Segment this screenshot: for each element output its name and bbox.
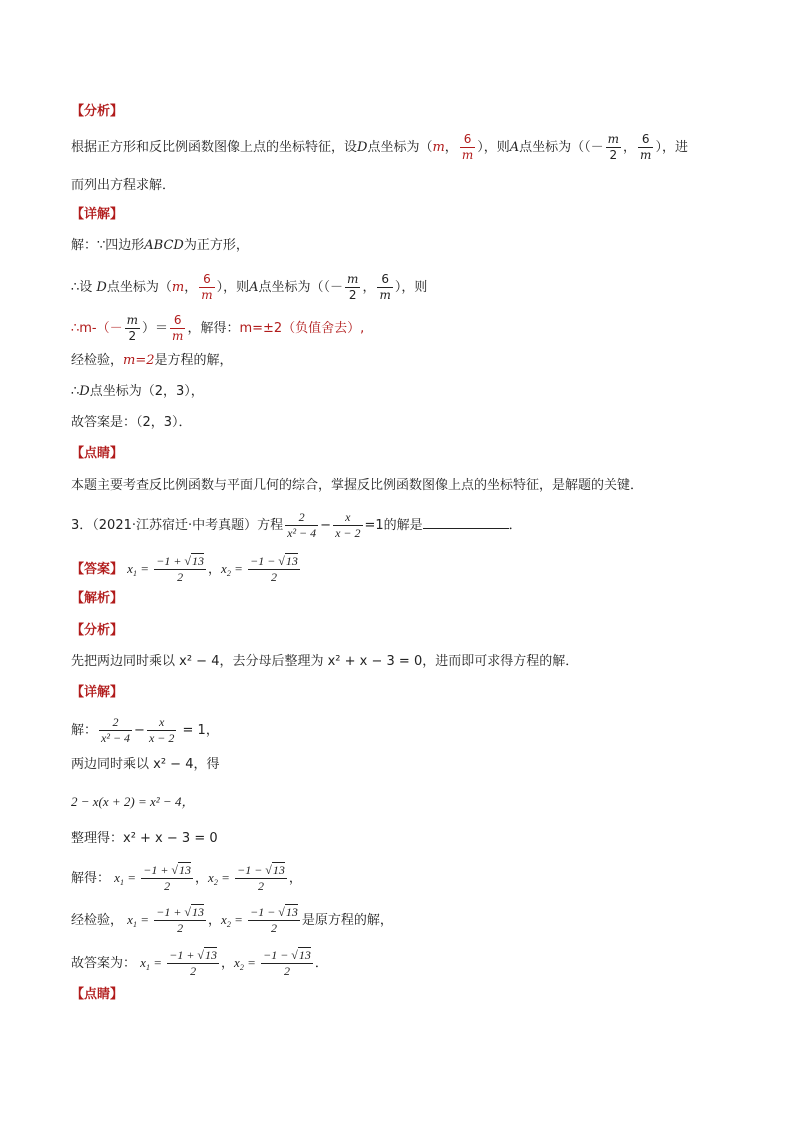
section-heading-note-2: 【点睛】 [71, 987, 124, 1002]
solution-2-step-6: 经检验， $x_1$ = $\frac{-1 + √13}{2}$ ，$x_2$ = $\frac{-1 - √13}{2}$ 是原方程的解， [71, 905, 393, 935]
solution-2-step-2: 两边同时乘以 x² − 4，得 [71, 757, 220, 772]
answer-line: 【答案】 $x_1$ = $\frac{-1 + √13}{2}$ ，$x_2$ = $\frac{-1 - √13}{2}$ [71, 554, 298, 584]
solution-step-2: ∴设 D点坐标为（m， $\frac{6}{m}$ ），则A点坐标为（（－ $\frac{m}{2}$ ， $\frac{6}{m}$ ），则 [71, 272, 428, 302]
solution-2-step-5: 解得： $x_1$ = $\frac{-1 + √13}{2}$ ，$x_2$ = $\frac{-1 - √13}{2}$ ， [71, 863, 302, 893]
analysis-line-1: 根据正方形和反比例函数图像上点的坐标特征，设D点坐标为（m， $\frac{6}{m}$ ），则A点坐标为（（－ $\frac{m}{2}$ ， $\frac{6}{m}$ ），进 [71, 132, 688, 162]
section-heading-analysis: 【分析】 [71, 104, 124, 119]
fraction-6-over-m: $\frac{6}{m}$ [461, 132, 474, 162]
solution-step-3: ∴m-（－ $\frac{m}{2}$ ）＝ $\frac{6}{m}$ ，解得：m=±2（负值舍去）, [71, 313, 365, 343]
section-heading-note: 【点睛】 [71, 446, 124, 461]
solution-2-final: 故答案为： $x_1$ = $\frac{-1 + √13}{2}$ ，$x_2$ = $\frac{-1 - √13}{2}$ ． [71, 948, 328, 978]
solution-2-step-4: 整理得：x² + x − 3 = 0 [71, 831, 218, 846]
note-summary: 本题主要考查反比例函数与平面几何的综合，掌握反比例函数图像上点的坐标特征，是解题的关键． [71, 478, 644, 493]
solution-step-1: 解：∵四边形ABCD为正方形， [71, 238, 249, 253]
section-heading-detail-2: 【详解】 [71, 685, 124, 700]
answer-blank [423, 516, 509, 529]
section-heading-detail: 【详解】 [71, 207, 124, 222]
analysis-2-text: 先把两边同时乘以 x² − 4，去分母后整理为 x² + x − 3 = 0，进而即可求得方程的解． [71, 654, 579, 669]
solution-answer: 故答案是：（2，3）． [71, 415, 192, 430]
point-d-label: D [357, 140, 368, 155]
solution-2-step-1: 解： $\frac{2}{\text{x² − 4}}$ − $\frac{x}{x - 2}$ = 1， [71, 715, 219, 745]
solution-step-5: ∴D点坐标为（2，3）， [71, 384, 204, 399]
section-heading-parse: 【解析】 [71, 591, 124, 606]
problem-3-statement: 3．（2021·江苏宿迁·中考真题）方程 $\frac{2}{\text{x² − 4}}$ − $\frac{x}{x - 2}$ =1的解是 ． [71, 510, 522, 540]
solution-2-step-3: 2 − x(x + 2) = x² − 4， [71, 794, 195, 809]
fraction-6-over-m-2: $\frac{6}{m}$ [640, 132, 652, 162]
analysis-line-2: 而列出方程求解． [71, 178, 176, 193]
section-heading-analysis-2: 【分析】 [71, 623, 124, 638]
fraction-m-over-2: $\frac{m}{2}$ [607, 132, 620, 162]
solution-step-4: 经检验，m=2是方程的解， [71, 353, 233, 368]
